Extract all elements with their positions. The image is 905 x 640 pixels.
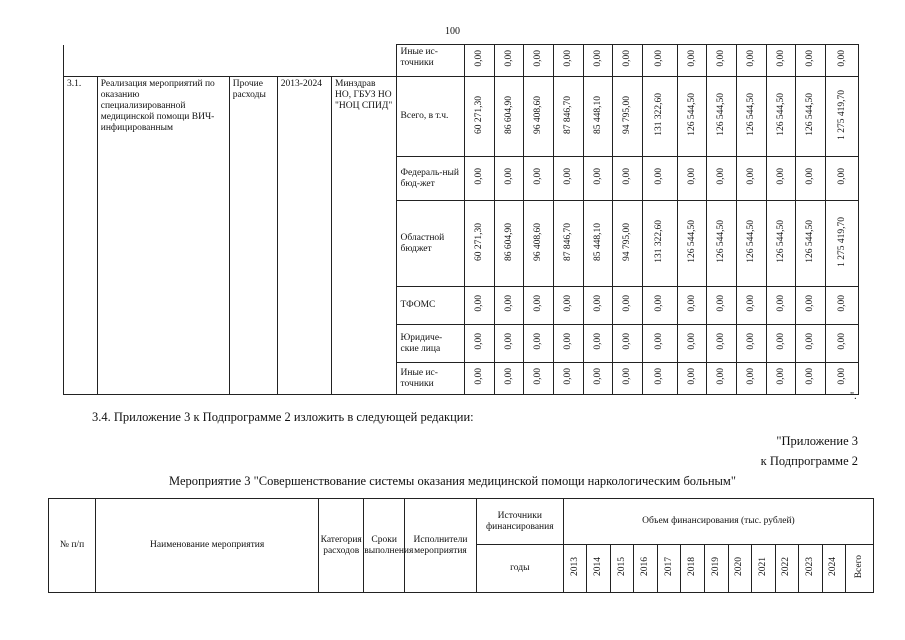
item-number: 3.1. <box>64 77 98 395</box>
header-number: № п/п <box>49 499 96 593</box>
year-header <box>563 545 587 593</box>
value-text: 0,00 <box>805 50 816 67</box>
value-text: 1 275 419,70 <box>836 89 847 140</box>
value-text: 96 408,60 <box>533 95 544 134</box>
value-cell <box>524 287 554 325</box>
value-cell <box>554 157 584 201</box>
value-text: 96 408,60 <box>533 222 544 261</box>
value-text: 0,00 <box>533 295 544 312</box>
value-text: 87 846,70 <box>562 222 573 261</box>
value-cell <box>583 363 613 395</box>
value-text: 60 271,30 <box>473 95 484 134</box>
value-text: 0,00 <box>654 333 665 350</box>
year-label: 2021 <box>757 557 768 576</box>
value-cell <box>643 287 678 325</box>
value-cell <box>707 201 737 287</box>
value-text: 126 544,50 <box>745 93 756 136</box>
value-text: 0,00 <box>686 295 697 312</box>
value-text: 0,00 <box>473 333 484 350</box>
value-text: 0,00 <box>592 50 603 67</box>
header-category: Категория расходов <box>319 499 364 593</box>
value-cell <box>524 201 554 287</box>
value-cell <box>707 325 737 363</box>
value-text: 0,00 <box>716 333 727 350</box>
value-text: 86 604,90 <box>503 95 514 134</box>
value-cell <box>737 45 767 77</box>
value-text: 0,00 <box>745 295 756 312</box>
value-cell <box>494 45 524 77</box>
year-header <box>846 545 874 593</box>
closing-quote: ". <box>850 391 857 402</box>
source-label: ТФОМС <box>396 287 465 325</box>
item-executor: Минздрав НО, ГБУЗ НО "НОЦ СПИД" <box>332 77 397 395</box>
value-cell <box>554 77 584 157</box>
year-header <box>775 545 799 593</box>
value-cell <box>796 77 826 157</box>
value-text: 0,00 <box>562 368 573 385</box>
value-text: 0,00 <box>805 333 816 350</box>
year-header <box>728 545 752 593</box>
value-cell <box>737 201 767 287</box>
value-cell <box>465 363 495 395</box>
source-label: Иные ис-точники <box>396 363 465 395</box>
value-cell <box>737 325 767 363</box>
value-cell <box>796 201 826 287</box>
value-cell <box>677 45 707 77</box>
table-row <box>64 45 859 77</box>
value-text: 0,00 <box>775 333 786 350</box>
value-cell <box>737 287 767 325</box>
source-label: Всего, в т.ч. <box>396 77 465 157</box>
value-cell <box>554 325 584 363</box>
value-text: 126 544,50 <box>686 220 697 263</box>
value-cell <box>583 77 613 157</box>
value-cell <box>613 45 643 77</box>
value-text: 0,00 <box>745 368 756 385</box>
value-cell <box>737 77 767 157</box>
value-cell <box>766 77 796 157</box>
value-cell <box>583 287 613 325</box>
value-text: 0,00 <box>533 168 544 185</box>
year-label: 2018 <box>687 557 698 576</box>
annex-heading-line1: "Приложение 3 <box>776 434 858 448</box>
value-cell <box>554 201 584 287</box>
value-cell <box>613 363 643 395</box>
value-cell <box>613 325 643 363</box>
value-cell <box>796 45 826 77</box>
value-cell <box>554 287 584 325</box>
value-text: 0,00 <box>503 50 514 67</box>
value-text: 0,00 <box>716 368 727 385</box>
financing-table-continued <box>63 44 859 395</box>
value-cell <box>465 77 495 157</box>
value-cell <box>677 201 707 287</box>
value-cell <box>826 363 859 395</box>
year-label: 2014 <box>593 557 604 576</box>
header-period: Сроки выполнения <box>364 499 405 593</box>
value-text: 126 544,50 <box>716 220 727 263</box>
year-header <box>822 545 846 593</box>
value-cell <box>826 45 859 77</box>
value-text: 0,00 <box>562 50 573 67</box>
header-measure-name: Наименование мероприятия <box>96 499 319 593</box>
value-text: 0,00 <box>836 168 847 185</box>
value-cell <box>613 157 643 201</box>
value-text: 0,00 <box>562 168 573 185</box>
value-text: 0,00 <box>622 368 633 385</box>
value-text: 1 275 419,70 <box>836 216 847 267</box>
value-cell <box>766 201 796 287</box>
value-cell <box>643 45 678 77</box>
value-cell <box>707 363 737 395</box>
value-text: 126 544,50 <box>686 93 697 136</box>
year-header <box>610 545 634 593</box>
value-cell <box>494 325 524 363</box>
value-cell <box>524 77 554 157</box>
value-cell <box>643 201 678 287</box>
value-cell <box>554 45 584 77</box>
value-text: 0,00 <box>805 168 816 185</box>
value-cell <box>494 287 524 325</box>
value-text: 0,00 <box>503 368 514 385</box>
value-cell <box>707 45 737 77</box>
value-cell <box>643 363 678 395</box>
value-cell <box>677 363 707 395</box>
year-label: 2015 <box>616 557 627 576</box>
value-cell <box>465 45 495 77</box>
year-label: 2019 <box>710 557 721 576</box>
value-text: 94 795,00 <box>622 222 633 261</box>
value-text: 0,00 <box>622 333 633 350</box>
value-cell <box>465 157 495 201</box>
value-cell <box>766 363 796 395</box>
value-text: 0,00 <box>622 50 633 67</box>
value-cell <box>796 287 826 325</box>
table-row <box>64 77 859 157</box>
value-cell <box>583 201 613 287</box>
value-text: 0,00 <box>592 368 603 385</box>
value-text: 0,00 <box>745 333 756 350</box>
value-text: 0,00 <box>775 168 786 185</box>
year-label: Всего <box>854 554 865 579</box>
year-header <box>704 545 728 593</box>
value-text: 0,00 <box>775 50 786 67</box>
value-cell <box>766 287 796 325</box>
year-header <box>799 545 823 593</box>
value-cell <box>677 157 707 201</box>
blank-cell <box>64 45 397 77</box>
value-text: 0,00 <box>592 295 603 312</box>
value-text: 0,00 <box>805 368 816 385</box>
value-cell <box>737 157 767 201</box>
value-text: 0,00 <box>836 50 847 67</box>
value-text: 0,00 <box>473 50 484 67</box>
year-label: 2023 <box>804 557 815 576</box>
value-text: 0,00 <box>562 295 573 312</box>
measure-3-table-header <box>48 498 874 593</box>
value-cell <box>583 157 613 201</box>
value-text: 126 544,50 <box>716 93 727 136</box>
value-cell <box>465 287 495 325</box>
value-text: 0,00 <box>654 368 665 385</box>
value-cell <box>826 325 859 363</box>
value-text: 0,00 <box>562 333 573 350</box>
value-text: 0,00 <box>622 168 633 185</box>
value-text: 126 544,50 <box>775 220 786 263</box>
value-cell <box>677 77 707 157</box>
value-text: 0,00 <box>716 168 727 185</box>
value-text: 0,00 <box>592 333 603 350</box>
value-text: 126 544,50 <box>805 220 816 263</box>
value-cell <box>494 363 524 395</box>
value-cell <box>494 157 524 201</box>
year-label: 2020 <box>734 557 745 576</box>
value-text: 60 271,30 <box>473 222 484 261</box>
value-text: 0,00 <box>836 333 847 350</box>
value-cell <box>796 325 826 363</box>
header-years: годы <box>476 545 563 593</box>
value-text: 0,00 <box>654 295 665 312</box>
value-text: 0,00 <box>473 295 484 312</box>
source-label: Федераль-ный бюд-жет <box>396 157 465 201</box>
value-text: 0,00 <box>503 295 514 312</box>
header-sources: Источники финансирования <box>476 499 563 545</box>
value-text: 0,00 <box>533 50 544 67</box>
value-cell <box>524 157 554 201</box>
value-text: 0,00 <box>686 333 697 350</box>
value-text: 85 448,10 <box>592 95 603 134</box>
value-cell <box>707 287 737 325</box>
value-cell <box>465 201 495 287</box>
value-text: 0,00 <box>533 333 544 350</box>
year-header <box>752 545 776 593</box>
value-cell <box>707 157 737 201</box>
value-text: 126 544,50 <box>805 93 816 136</box>
value-cell <box>826 77 859 157</box>
year-label: 2024 <box>828 557 839 576</box>
value-text: 0,00 <box>622 295 633 312</box>
value-text: 0,00 <box>745 50 756 67</box>
value-cell <box>796 363 826 395</box>
source-label: Иные ис-точники <box>396 45 465 77</box>
paragraph-3-4: 3.4. Приложение 3 к Подпрограмме 2 изложить в следующей редакции: <box>92 410 474 424</box>
header-volume: Объем финансирования (тыс. рублей) <box>563 499 873 545</box>
item-category: Прочие расходы <box>229 77 277 395</box>
value-cell <box>613 77 643 157</box>
item-name: Реализация мероприятий по оказанию специализированной медицинской помощи ВИЧ-инфицированным <box>97 77 229 395</box>
value-cell <box>524 45 554 77</box>
value-cell <box>583 325 613 363</box>
value-text: 0,00 <box>686 168 697 185</box>
value-cell <box>643 77 678 157</box>
item-period: 2013-2024 <box>277 77 331 395</box>
year-header <box>587 545 611 593</box>
value-cell <box>465 325 495 363</box>
value-text: 0,00 <box>533 368 544 385</box>
value-text: 87 846,70 <box>562 95 573 134</box>
value-text: 0,00 <box>836 368 847 385</box>
value-cell <box>796 157 826 201</box>
value-text: 0,00 <box>592 168 603 185</box>
year-label: 2016 <box>640 557 651 576</box>
value-cell <box>707 77 737 157</box>
value-text: 0,00 <box>716 295 727 312</box>
value-cell <box>583 45 613 77</box>
value-cell <box>766 325 796 363</box>
value-text: 0,00 <box>686 368 697 385</box>
value-cell <box>524 363 554 395</box>
annex-heading-line2: к Подпрограмме 2 <box>760 454 858 468</box>
source-label: Юридиче-ские лица <box>396 325 465 363</box>
value-text: 0,00 <box>836 295 847 312</box>
value-cell <box>613 201 643 287</box>
year-label: 2022 <box>781 557 792 576</box>
value-text: 126 544,50 <box>775 93 786 136</box>
value-text: 86 604,90 <box>503 222 514 261</box>
value-text: 0,00 <box>473 368 484 385</box>
value-text: 0,00 <box>503 333 514 350</box>
value-cell <box>613 287 643 325</box>
value-text: 0,00 <box>654 168 665 185</box>
year-label: 2013 <box>569 557 580 576</box>
value-text: 131 322,60 <box>654 93 665 136</box>
value-cell <box>524 325 554 363</box>
page-number: 100 <box>445 26 460 37</box>
year-header <box>657 545 681 593</box>
value-cell <box>677 325 707 363</box>
header-executor: Исполнители мероприятия <box>405 499 477 593</box>
value-cell <box>677 287 707 325</box>
value-text: 126 544,50 <box>745 220 756 263</box>
value-text: 0,00 <box>654 50 665 67</box>
value-cell <box>826 287 859 325</box>
value-text: 0,00 <box>473 168 484 185</box>
value-cell <box>643 325 678 363</box>
value-cell <box>554 363 584 395</box>
value-cell <box>826 201 859 287</box>
value-cell <box>643 157 678 201</box>
value-cell <box>766 45 796 77</box>
measure-title: Мероприятие 3 "Совершенствование системы оказания медицинской помощи наркологическим больным" <box>169 474 736 488</box>
value-cell <box>766 157 796 201</box>
value-text: 0,00 <box>775 295 786 312</box>
value-text: 85 448,10 <box>592 222 603 261</box>
value-cell <box>826 157 859 201</box>
value-text: 131 322,60 <box>654 220 665 263</box>
value-text: 0,00 <box>805 295 816 312</box>
value-text: 0,00 <box>775 368 786 385</box>
year-header <box>681 545 705 593</box>
value-text: 94 795,00 <box>622 95 633 134</box>
value-cell <box>737 363 767 395</box>
value-cell <box>494 201 524 287</box>
source-label: Областной бюджет <box>396 201 465 287</box>
value-cell <box>494 77 524 157</box>
value-text: 0,00 <box>686 50 697 67</box>
value-text: 0,00 <box>745 168 756 185</box>
year-header <box>634 545 658 593</box>
value-text: 0,00 <box>503 168 514 185</box>
value-text: 0,00 <box>716 50 727 67</box>
year-label: 2017 <box>663 557 674 576</box>
